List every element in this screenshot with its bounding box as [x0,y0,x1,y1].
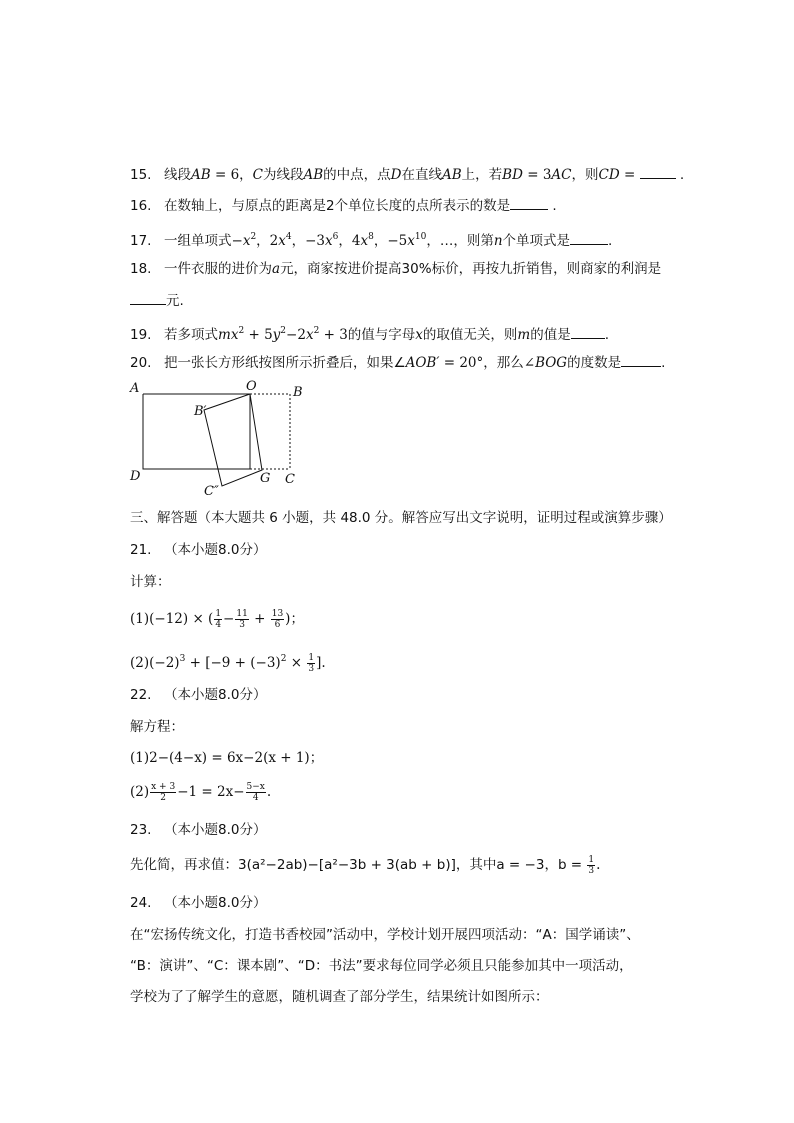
answer-blank[interactable] [571,326,605,339]
label-A: A [130,381,140,396]
q22-prompt: 解方程： [130,719,184,735]
question-16: 16. 在数轴上，与原点的距离是2个单位长度的点所表示的数是 . [130,198,557,214]
q22-part2: (2) $\frac{x + 3}{2}$ −1 = 2x− $\frac{5-x}{4}$ . [130,781,272,803]
answer-blank[interactable] [640,166,676,179]
question-18: 18. 一件衣服的进价为a元，商家按进价提高30%标价，再按九折销售，则商家的利润是 [130,261,662,277]
folded-rectangle-figure [128,378,318,500]
label-G: G [260,471,271,486]
label-D: D [130,469,141,484]
q24-line3: 学校为了了解学生的意愿，随机调查了部分学生，结果统计如图所示： [130,989,549,1005]
question-17: 17. 一组单项式$-x^2$，$2x^4$，$-3x^6$，$4x^8$，$-5x^{10}$，…，则第n个单项式是 . [130,232,613,249]
q21-part2: $(2)(-2)^3 + [-9 + (-3)^2$ × $\frac{1}{3}$ ]. [130,652,326,674]
answer-blank[interactable] [130,292,166,305]
question-23-header: 23. （本小题8.0分） [130,822,267,838]
label-O: O [246,379,257,394]
question-19: 19. 若多项式$mx^2 + 5y^2-2x^2 + 3$的值与字母x的取值无关，则m的值是 . [130,326,610,343]
question-22-header: 22. （本小题8.0分） [130,687,267,703]
q22-part1: (1)2−(4−x) = 6x−2(x + 1)； [130,750,324,766]
question-24-header: 24. （本小题8.0分） [130,895,267,911]
q24-line1: 在“宏扬传统文化，打造书香校园”活动中，学校计划开展四项活动：“A：国学诵读”、 [130,927,640,943]
label-C: C [285,472,295,487]
answer-blank[interactable] [510,197,548,210]
answer-blank[interactable] [621,354,661,367]
section-3-heading: 三、解答题（本大题共 6 小题，共 48.0 分。解答应写出文字说明，证明过程或演算步骤） [130,510,672,526]
question-21-header: 21. （本小题8.0分） [130,542,267,558]
question-18-line2: 元. [130,292,184,310]
label-B-prime: B′ [194,404,207,419]
q21-prompt: 计算： [130,574,171,590]
label-B: B [293,385,303,400]
q21-part1: (1)(−12) × ( $\frac{1}{4}$ − $\frac{11}{3}$ + $\frac{13}{6}$ )； [130,608,304,630]
answer-blank[interactable] [570,232,608,245]
question-20: 20. 把一张长方形纸按图所示折叠后，如果∠AOB′ = 20°，那么∠BOG的度数是 . [130,355,666,371]
q15-text: 线段AB = 6，C为线段AB的中点，点D在直线AB上，若BD = 3AC，则CD = . [164,167,685,183]
label-C-double-prime: C″ [204,484,219,499]
q23-text: 先化简，再求值：3(a²−2ab)−[a²−3b + 3(ab + b)]，其中a = −3，b = $\frac{1}{3}$ . [130,854,601,876]
q24-line2: “B：演讲”、“C：课本剧”、“D：书法”要求每位同学必须且只能参加其中一项活动， [130,958,633,974]
folded-part [204,394,262,486]
question-15: 15. 线段AB = 6，C为线段AB的中点，点D在直线AB上，若BD = 3AC，则CD = . [130,167,685,183]
